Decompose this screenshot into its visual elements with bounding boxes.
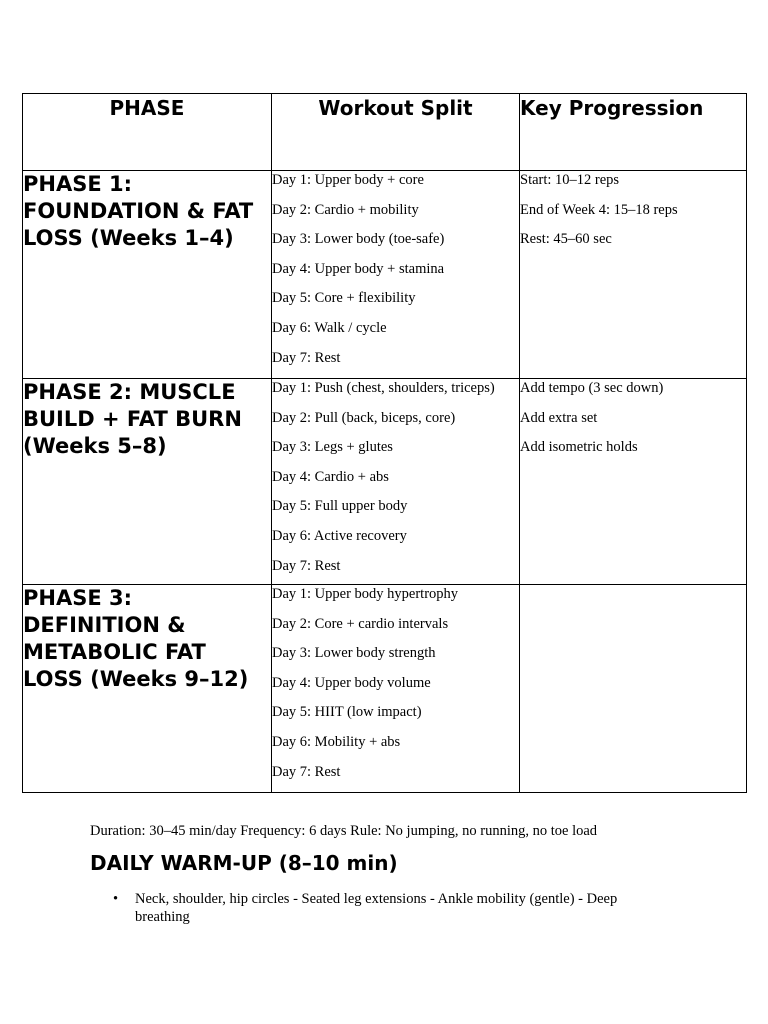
days-cell [272,171,520,379]
progression-item: Rest: 45–60 sec [520,231,612,248]
day-item: Day 4: Upper body volume [272,674,431,691]
bullet-icon: • [113,891,119,907]
table-row [23,171,747,379]
progression-item: End of Week 4: 15–18 reps [520,201,678,218]
progression-item: Add extra set [520,409,598,426]
progression-item: Start: 10–12 reps [520,172,620,188]
warmup-heading: DAILY WARM-UP (8–10 min) [90,851,398,875]
day-item: Day 4: Cardio + abs [272,468,389,485]
day-item: Day 4: Upper body + stamina [272,260,445,277]
progression-item: Add isometric holds [520,439,638,456]
day-item: Day 3: Legs + glutes [272,439,393,456]
program-meta-text: Duration: 30–45 min/day Frequency: 6 days Rule: No jumping, no running, no toe load [90,823,598,839]
day-item: Day 5: HIIT (low impact) [272,704,422,721]
table-row [23,379,747,585]
warmup-list [113,890,675,926]
day-item: Day 6: Walk / cycle [272,319,387,336]
progression-cell [520,171,747,379]
phase-cell: PHASE 1: FOUNDATION & FAT LOSS (Weeks 1–4) [23,171,272,379]
day-item: Day 5: Full upper body [272,498,408,515]
day-item: Day 2: Cardio + mobility [272,201,419,218]
phase-cell: PHASE 2: MUSCLE BUILD + FAT BURN (Weeks 5–8) [23,379,272,585]
phase-cell: PHASE 3: DEFINITION & METABOLIC FAT LOSS (Weeks 9–12) [23,585,272,793]
progression-cell [520,379,747,585]
day-item: Day 3: Lower body strength [272,645,436,662]
day-item: Day 1: Push (chest, shoulders, triceps) [272,380,495,396]
workout-plan-table [22,93,747,793]
table-row [23,585,747,793]
day-item: Day 7: Rest [272,557,341,574]
table-header-row [23,94,747,171]
day-item: Day 2: Core + cardio intervals [272,615,449,632]
day-item: Day 1: Upper body + core [272,172,424,188]
progression-cell [520,585,747,793]
day-item: Day 6: Active recovery [272,527,407,544]
days-cell [272,585,520,793]
day-item: Day 2: Pull (back, biceps, core) [272,409,456,426]
day-item: Day 7: Rest [272,763,341,780]
day-item: Day 5: Core + flexibility [272,290,416,307]
day-item: Day 1: Upper body hypertrophy [272,586,459,602]
day-item: Day 3: Lower body (toe-safe) [272,231,445,248]
warmup-item-text: Neck, shoulder, hip circles - Seated leg extensions - Ankle mobility (gentle) - Deep breathing [135,891,618,925]
header-workout-split: Workout Split [272,94,520,171]
header-phase: PHASE [23,94,272,171]
day-item: Day 7: Rest [272,349,341,366]
day-item: Day 6: Mobility + abs [272,733,401,750]
header-key-progression: Key Progression [520,94,747,171]
list-item [113,890,675,926]
progression-item: Add tempo (3 sec down) [520,380,664,396]
days-cell [272,379,520,585]
